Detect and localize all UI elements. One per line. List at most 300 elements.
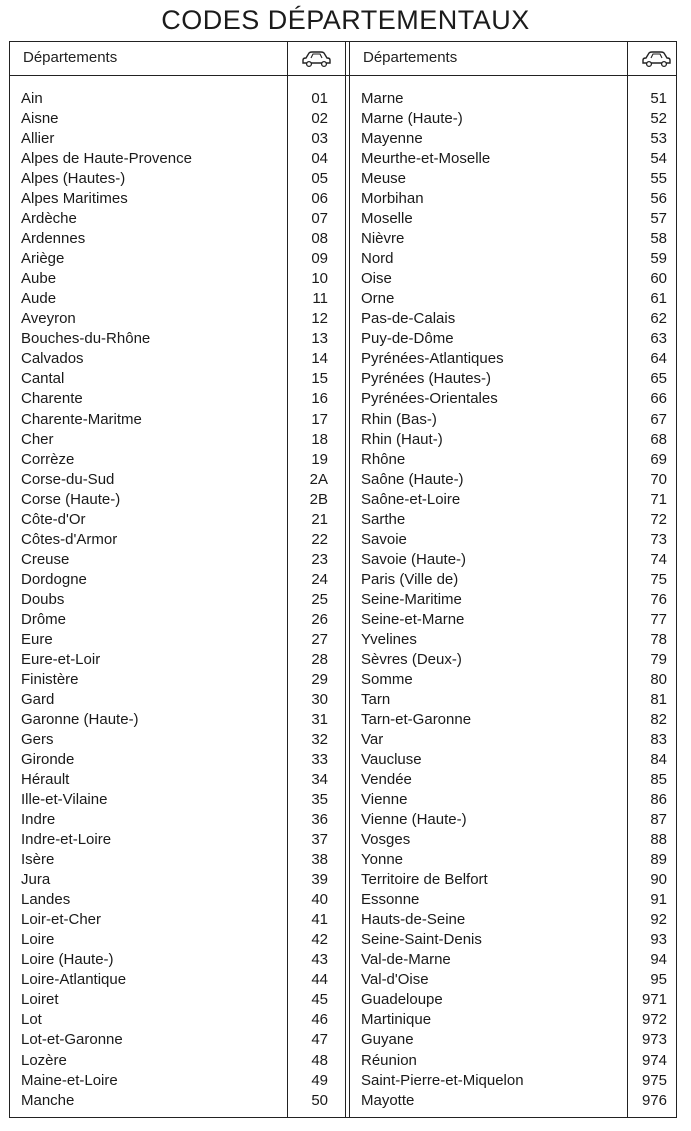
department-name: Ille-et-Vilaine — [21, 791, 108, 809]
department-code: 47 — [311, 1031, 328, 1049]
department-name: Saône (Haute-) — [361, 470, 464, 488]
department-code: 66 — [650, 390, 667, 408]
department-name: Eure-et-Loir — [21, 650, 101, 668]
department-name: Aisne — [21, 110, 59, 128]
department-code: 63 — [650, 330, 667, 348]
department-code: 75 — [650, 570, 667, 588]
department-name: Jura — [21, 871, 51, 889]
department-name: Pyrénées-Orientales — [361, 390, 498, 408]
department-code: 62 — [650, 310, 667, 328]
department-name: Vienne — [361, 791, 408, 809]
table-row — [21, 249, 328, 269]
department-code: 81 — [650, 690, 667, 708]
department-name: Doubs — [21, 590, 65, 608]
department-name: Côtes-d'Armor — [21, 530, 118, 548]
department-name: Savoie (Haute-) — [361, 550, 467, 568]
table-row — [361, 850, 667, 870]
department-name: Loire (Haute-) — [21, 951, 114, 969]
department-code: 44 — [311, 971, 328, 989]
table-row — [361, 730, 667, 750]
department-code: 35 — [311, 791, 328, 809]
department-code: 17 — [311, 410, 328, 428]
department-name: Somme — [361, 670, 413, 688]
department-code: 29 — [311, 670, 328, 688]
department-code: 74 — [650, 550, 667, 568]
department-code: 34 — [311, 771, 328, 789]
department-name: Meuse — [361, 170, 407, 188]
department-name: Rhône — [361, 450, 406, 468]
table-row — [361, 470, 667, 490]
table-row — [21, 710, 328, 730]
table-row — [21, 790, 328, 810]
department-name: Rhin (Haut-) — [361, 430, 443, 448]
department-code: 974 — [641, 1051, 667, 1069]
department-code: 23 — [311, 550, 328, 568]
right-column-header: Départements — [363, 49, 458, 66]
department-name: Nièvre — [361, 230, 405, 248]
department-code: 51 — [650, 90, 667, 107]
table-row — [361, 710, 667, 730]
department-name: Loire — [21, 931, 55, 949]
department-code: 01 — [311, 90, 328, 107]
department-name: Oise — [361, 270, 392, 288]
department-code: 22 — [311, 530, 328, 548]
department-name: Corrèze — [21, 450, 75, 468]
table-row — [361, 950, 667, 970]
department-name: Sèvres (Deux-) — [361, 650, 462, 668]
table-row — [361, 109, 667, 129]
department-name: Charente-Maritme — [21, 410, 142, 428]
table-row — [361, 209, 667, 229]
department-name: Tarn-et-Garonne — [361, 710, 472, 728]
department-code: 15 — [311, 370, 328, 388]
department-code: 76 — [650, 590, 667, 608]
department-name: Gers — [21, 731, 54, 748]
table-row — [21, 169, 328, 189]
department-code: 975 — [641, 1071, 667, 1089]
center-divider-b — [349, 42, 350, 1117]
department-code: 39 — [311, 871, 328, 889]
department-name: Lozère — [21, 1051, 67, 1069]
table-row — [21, 670, 328, 690]
department-code: 69 — [650, 450, 667, 468]
department-code: 08 — [311, 230, 328, 248]
department-name: Eure — [21, 630, 53, 648]
department-code: 28 — [311, 650, 328, 668]
department-code: 61 — [650, 290, 667, 308]
department-name: Aude — [21, 290, 57, 308]
department-name: Maine-et-Loire — [21, 1071, 118, 1089]
table-row — [21, 109, 328, 129]
department-code: 48 — [311, 1051, 328, 1069]
department-name: Hérault — [21, 771, 70, 789]
table-row — [361, 690, 667, 710]
department-code: 56 — [650, 190, 667, 208]
department-name: Dordogne — [21, 570, 87, 588]
department-code: 46 — [311, 1011, 328, 1029]
table-row — [21, 329, 328, 349]
department-code: 37 — [311, 831, 328, 849]
department-code: 11 — [312, 290, 328, 308]
table-row — [361, 650, 667, 670]
department-name: Ardennes — [21, 230, 86, 248]
department-name: Vendée — [361, 771, 412, 789]
department-name: Orne — [361, 290, 395, 308]
table-row — [361, 249, 667, 269]
department-code: 24 — [311, 570, 328, 588]
department-name: Landes — [21, 891, 71, 909]
department-name: Ardèche — [21, 210, 77, 228]
department-code: 33 — [311, 751, 328, 769]
department-name: Loir-et-Cher — [21, 911, 102, 929]
table-row — [361, 410, 667, 430]
table-header — [10, 42, 676, 76]
department-code: 27 — [311, 630, 328, 648]
department-name: Rhin (Bas-) — [361, 410, 437, 428]
department-name: Mayenne — [361, 130, 423, 148]
department-name: Val-d'Oise — [361, 971, 429, 989]
table-row — [361, 1091, 667, 1111]
department-name: Saint-Pierre-et-Miquelon — [361, 1071, 524, 1089]
department-name: Réunion — [361, 1051, 417, 1069]
department-code: 09 — [311, 250, 328, 268]
department-code: 86 — [650, 791, 667, 809]
table-row — [361, 790, 667, 810]
table-row — [361, 670, 667, 690]
department-name: Corse (Haute-) — [21, 490, 121, 508]
department-name: Vosges — [361, 831, 411, 849]
department-code: 54 — [650, 150, 667, 168]
right-department-list — [361, 89, 667, 1111]
department-code: 49 — [311, 1071, 328, 1089]
department-code: 52 — [650, 110, 667, 128]
department-code: 41 — [311, 911, 328, 929]
department-name: Ain — [21, 90, 43, 107]
department-name: Loiret — [21, 991, 59, 1009]
table-row — [361, 1071, 667, 1091]
department-name: Isère — [21, 851, 55, 869]
table-row — [361, 369, 667, 389]
table-row — [361, 610, 667, 630]
department-code: 21 — [311, 510, 328, 528]
department-code: 19 — [311, 450, 328, 468]
department-code: 40 — [311, 891, 328, 909]
table-row — [21, 690, 328, 710]
department-code: 94 — [650, 951, 667, 969]
department-name: Seine-et-Marne — [361, 610, 465, 628]
department-name: Seine-Saint-Denis — [361, 931, 482, 949]
table-row — [21, 950, 328, 970]
center-divider-a — [345, 42, 346, 1117]
department-name: Puy-de-Dôme — [361, 330, 454, 348]
table-row — [21, 530, 328, 550]
department-code: 90 — [650, 871, 667, 889]
department-code: 31 — [311, 710, 328, 728]
table-row — [361, 630, 667, 650]
department-code: 58 — [650, 230, 667, 248]
table-row — [361, 990, 667, 1010]
table-row — [361, 1010, 667, 1030]
table-row — [361, 870, 667, 890]
table-row — [361, 229, 667, 249]
table-row — [21, 970, 328, 990]
department-code: 43 — [311, 951, 328, 969]
department-code: 32 — [311, 731, 328, 748]
table-row — [361, 570, 667, 590]
department-name: Pyrénées (Hautes-) — [361, 370, 492, 388]
table-row — [21, 570, 328, 590]
table-row — [21, 1071, 328, 1091]
table-row — [361, 910, 667, 930]
table-row — [21, 189, 328, 209]
department-name: Paris (Ville de) — [361, 570, 459, 588]
department-code: 80 — [650, 670, 667, 688]
table-row — [21, 590, 328, 610]
department-name: Cantal — [21, 370, 65, 388]
department-code: 82 — [650, 710, 667, 728]
department-name: Lot-et-Garonne — [21, 1031, 123, 1049]
table-row — [361, 450, 667, 470]
table-row — [21, 910, 328, 930]
table-row — [21, 369, 328, 389]
department-code: 95 — [650, 971, 667, 989]
department-name: Finistère — [21, 670, 79, 688]
department-code: 2A — [309, 470, 328, 488]
department-name: Seine-Maritime — [361, 590, 462, 608]
department-code: 12 — [311, 310, 328, 328]
department-code: 70 — [650, 470, 667, 488]
page-title: CODES DÉPARTEMENTAUX — [161, 5, 530, 35]
department-code: 71 — [650, 490, 667, 508]
table-row — [21, 930, 328, 950]
table-row — [21, 209, 328, 229]
department-name: Corse-du-Sud — [21, 470, 115, 488]
department-code: 83 — [650, 731, 667, 748]
codes-table — [9, 41, 677, 1118]
table-row — [21, 610, 328, 630]
table-row — [21, 650, 328, 670]
table-row — [361, 1030, 667, 1050]
table-row — [21, 1010, 328, 1030]
department-name: Pas-de-Calais — [361, 310, 456, 328]
department-code: 973 — [641, 1031, 667, 1049]
department-code: 13 — [311, 330, 328, 348]
department-name: Marne (Haute-) — [361, 110, 463, 128]
department-code: 07 — [311, 210, 328, 228]
department-code: 78 — [650, 630, 667, 648]
table-row — [361, 329, 667, 349]
department-code: 14 — [311, 350, 328, 368]
table-row — [21, 410, 328, 430]
department-name: Guyane — [361, 1031, 414, 1049]
department-name: Bouches-du-Rhône — [21, 330, 151, 348]
department-name: Val-de-Marne — [361, 951, 451, 969]
left-department-list — [21, 89, 328, 1111]
table-row — [21, 1091, 328, 1111]
department-code: 16 — [311, 390, 328, 408]
department-name: Meurthe-et-Moselle — [361, 150, 491, 168]
department-name: Manche — [21, 1091, 75, 1109]
table-row — [21, 229, 328, 249]
table-row — [21, 430, 328, 450]
table-row — [361, 970, 667, 990]
department-code: 05 — [311, 170, 328, 188]
table-row — [361, 490, 667, 510]
department-name: Gironde — [21, 751, 75, 769]
table-row — [361, 590, 667, 610]
department-code: 57 — [650, 210, 667, 228]
department-code: 26 — [311, 610, 328, 628]
department-code: 59 — [650, 250, 667, 268]
table-row — [361, 149, 667, 169]
department-code: 88 — [650, 831, 667, 849]
department-code: 25 — [311, 590, 328, 608]
department-code: 64 — [650, 350, 667, 368]
department-name: Martinique — [361, 1011, 432, 1029]
department-code: 02 — [311, 110, 328, 128]
department-name: Var — [361, 731, 384, 748]
department-code: 03 — [311, 130, 328, 148]
department-code: 87 — [650, 811, 667, 829]
table-row — [21, 450, 328, 470]
department-name: Vaucluse — [361, 751, 422, 769]
department-name: Charente — [21, 390, 83, 408]
department-name: Vienne (Haute-) — [361, 811, 467, 829]
table-row — [21, 129, 328, 149]
table-row — [361, 550, 667, 570]
table-row — [361, 890, 667, 910]
table-row — [361, 510, 667, 530]
department-name: Gard — [21, 690, 55, 708]
table-row — [21, 990, 328, 1010]
table-row — [361, 930, 667, 950]
table-row — [21, 630, 328, 650]
table-row — [361, 430, 667, 450]
department-name: Moselle — [361, 210, 413, 228]
department-name: Allier — [21, 130, 55, 148]
table-row — [21, 470, 328, 490]
department-code: 65 — [650, 370, 667, 388]
table-row — [361, 169, 667, 189]
department-code: 85 — [650, 771, 667, 789]
department-code: 45 — [311, 991, 328, 1009]
department-name: Calvados — [21, 350, 84, 368]
table-row — [361, 349, 667, 369]
department-name: Garonne (Haute-) — [21, 710, 139, 728]
table-row — [21, 870, 328, 890]
department-name: Alpes de Haute-Provence — [21, 150, 192, 168]
table-row — [361, 289, 667, 309]
department-code: 67 — [650, 410, 667, 428]
department-name: Alpes (Hautes-) — [21, 170, 126, 188]
department-code: 79 — [650, 650, 667, 668]
department-name: Loire-Atlantique — [21, 971, 127, 989]
table-row — [21, 89, 328, 109]
table-row — [21, 830, 328, 850]
department-code: 89 — [650, 851, 667, 869]
department-name: Creuse — [21, 550, 70, 568]
department-code: 55 — [650, 170, 667, 188]
department-name: Tarn — [361, 690, 391, 708]
table-row — [21, 850, 328, 870]
department-code: 84 — [650, 751, 667, 769]
table-row — [21, 730, 328, 750]
table-row — [21, 750, 328, 770]
department-name: Aveyron — [21, 310, 76, 328]
table-row — [361, 770, 667, 790]
department-name: Savoie — [361, 530, 407, 548]
table-row — [361, 810, 667, 830]
department-code: 36 — [311, 811, 328, 829]
table-row — [361, 269, 667, 289]
department-code: 53 — [650, 130, 667, 148]
department-name: Mayotte — [361, 1091, 415, 1109]
department-name: Guadeloupe — [361, 991, 443, 1009]
department-code: 18 — [311, 430, 328, 448]
department-code: 976 — [641, 1091, 667, 1109]
department-name: Indre-et-Loire — [21, 831, 112, 849]
table-row — [361, 129, 667, 149]
department-name: Alpes Maritimes — [21, 190, 128, 208]
table-row — [361, 189, 667, 209]
department-code: 10 — [311, 270, 328, 288]
department-name: Nord — [361, 250, 394, 268]
department-code: 50 — [311, 1091, 328, 1109]
department-name: Marne — [361, 90, 404, 107]
department-code: 30 — [311, 690, 328, 708]
department-name: Essonne — [361, 891, 420, 909]
department-name: Cher — [21, 430, 54, 448]
department-code: 72 — [650, 510, 667, 528]
table-row — [361, 389, 667, 409]
table-row — [21, 149, 328, 169]
department-code: 972 — [641, 1011, 667, 1029]
car-icon — [640, 50, 672, 68]
department-name: Saône-et-Loire — [361, 490, 461, 508]
department-code: 971 — [641, 991, 667, 1009]
department-name: Pyrénées-Atlantiques — [361, 350, 504, 368]
department-name: Hauts-de-Seine — [361, 911, 466, 929]
car-icon — [300, 50, 332, 68]
table-row — [21, 309, 328, 329]
department-name: Territoire de Belfort — [361, 871, 488, 889]
table-row — [21, 550, 328, 570]
department-code: 42 — [311, 931, 328, 949]
department-name: Aube — [21, 270, 57, 288]
department-code: 73 — [650, 530, 667, 548]
table-row — [361, 530, 667, 550]
table-row — [21, 389, 328, 409]
department-name: Indre — [21, 811, 56, 829]
department-name: Côte-d'Or — [21, 510, 86, 528]
department-name: Lot — [21, 1011, 42, 1029]
department-code: 92 — [650, 911, 667, 929]
department-name: Sarthe — [361, 510, 406, 528]
table-row — [361, 750, 667, 770]
table-row — [21, 890, 328, 910]
department-name: Drôme — [21, 610, 67, 628]
table-row — [21, 289, 328, 309]
department-code: 2B — [309, 490, 328, 508]
department-code: 04 — [311, 150, 328, 168]
department-name: Ariège — [21, 250, 65, 268]
left-column-header: Départements — [23, 49, 118, 66]
department-code: 38 — [311, 851, 328, 869]
department-code: 77 — [650, 610, 667, 628]
table-row — [21, 810, 328, 830]
table-row — [21, 1051, 328, 1071]
table-row — [21, 1030, 328, 1050]
